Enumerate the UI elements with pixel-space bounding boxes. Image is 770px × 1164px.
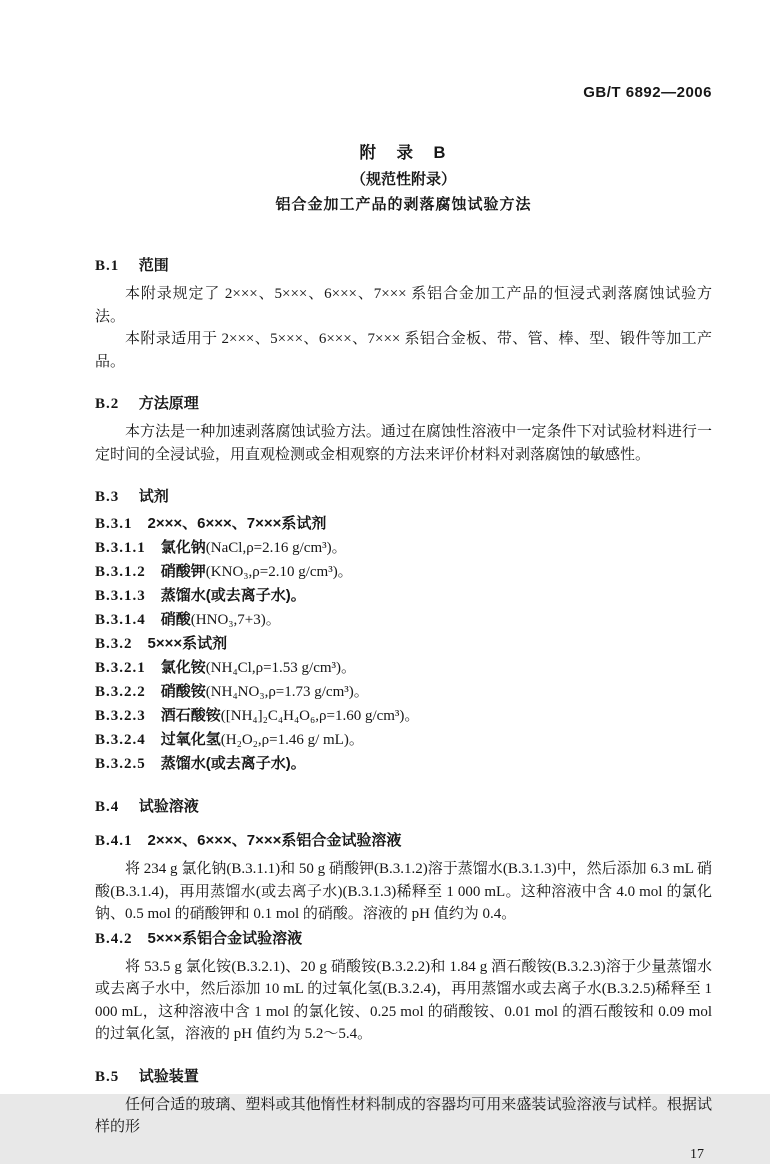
reagent-term: 氯化铵: [160, 659, 206, 676]
reagent-term: 氯化钠: [160, 539, 206, 556]
clause-number: B.3.1: [95, 516, 133, 532]
appendix-title: 附 录 B: [359, 144, 448, 162]
clause-title: 试验装置: [138, 1067, 199, 1085]
section-b4-1-paragraph: 将 234 g 氯化钠(B.3.1.1)和 50 g 硝酸钾(B.3.1.2)溶于蒸馏水(B.3.1.3)中，然后添加 6.3 mL 硝酸(B.3.1.4)，再用蒸馏水(或去离子水)(B.3.1.3)稀释至 1 000 mL。这种溶液中含 4.0 mol 的氯化钠、0.5 mol 的硝酸钾和 0.1 mol 的硝酸。溶液的 pH 值约为 0.4。: [95, 861, 712, 922]
clause-number: B.4.1: [95, 833, 133, 849]
section-b1-paragraph-2: 本附录适用于 2×××、5×××、6×××、7××× 系铝合金板、带、管、棒、型、锻件等加工产品。: [95, 331, 712, 370]
clause-number: B.3.1.3: [95, 588, 146, 604]
appendix-name: 铝合金加工产品的剥落腐蚀试验方法: [275, 196, 532, 213]
doc-number: GB/T 6892—2006: [583, 84, 712, 101]
clause-title: 范围: [138, 257, 169, 274]
reagent-item: [95, 536, 712, 560]
section-b4-1-heading: [95, 830, 712, 852]
reagent-formula: ([NH₄]₂C₄H₄O₆,ρ=1.60 g/cm³)。: [220, 708, 420, 724]
reagent-item: [95, 728, 712, 752]
reagent-term: 2×××、6×××、7×××系试剂: [147, 515, 327, 532]
clause-number: B.1: [95, 258, 120, 274]
clause-number: B.4.2: [95, 930, 133, 947]
clause-title: 试剂: [138, 488, 169, 505]
clause-title: 方法原理: [138, 395, 199, 412]
clause-number: B.3.2.5: [95, 756, 146, 772]
clause-number: B.3.1.1: [95, 540, 146, 556]
section-b1-paragraph-1: 本附录规定了 2×××、5×××、6×××、7××× 系铝合金加工产品的恒浸式剥落腐蚀试验方法。: [95, 286, 712, 325]
clause-number: B.3.1.4: [95, 612, 146, 628]
reagent-term: 蒸馏水(或去离子水)。: [160, 587, 306, 604]
clause-number: B.3.1.2: [95, 564, 146, 580]
reagent-item: [95, 752, 712, 776]
clause-number: B.3: [95, 489, 120, 505]
appendix-title-block: [95, 142, 712, 215]
clause-title: 2×××、6×××、7×××系铝合金试验溶液: [147, 832, 402, 849]
section-b4-heading: [95, 796, 712, 818]
reagent-term: 酒石酸铵: [160, 707, 221, 724]
section-b3-heading: [95, 486, 712, 508]
clause-title: 试验溶液: [138, 798, 199, 815]
clause-number: B.5: [95, 1068, 120, 1085]
clause-number: B.3.2.3: [95, 708, 146, 724]
reagent-item: [95, 656, 712, 680]
page-number: 17: [690, 1146, 704, 1162]
section-b4-2-heading: [95, 928, 712, 950]
reagent-term: 蒸馏水(或去离子水)。: [160, 755, 306, 772]
clause-number: B.3.2: [95, 636, 133, 652]
section-b1-heading: [95, 255, 712, 277]
clause-number: B.2: [95, 396, 120, 412]
reagent-item: [95, 704, 712, 728]
section-b5-heading: [95, 1066, 712, 1088]
reagent-item: [95, 608, 712, 632]
reagent-term: 硝酸钾: [160, 563, 206, 580]
section-b2-paragraph-1: 本方法是一种加速剥落腐蚀试验方法。通过在腐蚀性溶液中一定条件下对试验材料进行一定时间的全浸试验，用直观检测或金相观察的方法来评价材料对剥落腐蚀的敏感性。: [95, 424, 712, 463]
clause-number: B.3.2.4: [95, 732, 146, 748]
reagent-item: [95, 680, 712, 704]
reagent-item: [95, 632, 712, 656]
reagent-item: [95, 584, 712, 608]
reagent-formula: (KNO₃,ρ=2.10 g/cm³)。: [205, 564, 353, 580]
reagent-item: [95, 560, 712, 584]
reagent-formula: (H₂O₂,ρ=1.46 g/ mL)。: [220, 732, 364, 748]
clause-number: B.4: [95, 799, 120, 815]
appendix-subtitle: （规范性附录）: [350, 171, 456, 188]
reagent-list: [95, 512, 712, 776]
reagent-formula: (NH₄Cl,ρ=1.53 g/cm³)。: [205, 660, 357, 676]
section-b2-heading: [95, 393, 712, 415]
reagent-term: 硝酸: [160, 611, 191, 628]
reagent-formula: (HNO₃,7+3)。: [190, 612, 281, 628]
reagent-item: [95, 512, 712, 536]
reagent-term: 硝酸铵: [160, 683, 206, 700]
section-b5-paragraph: 任何合适的玻璃、塑料或其他惰性材料制成的容器均可用来盛装试验溶液与试样。根据试样的形: [95, 1096, 712, 1135]
reagent-formula: (NH₄NO₃,ρ=1.73 g/cm³)。: [205, 684, 369, 700]
reagent-formula: (NaCl,ρ=2.16 g/cm³)。: [205, 540, 347, 556]
reagent-term: 5×××系试剂: [147, 635, 228, 652]
clause-number: B.3.2.1: [95, 660, 146, 676]
clause-number: B.3.2.2: [95, 684, 146, 700]
section-b4-2-paragraph: 将 53.5 g 氯化铵(B.3.2.1)、20 g 硝酸铵(B.3.2.2)和 1.84 g 酒石酸铵(B.3.2.3)溶于少量蒸馏水或去离子水中，然后添加 10 mL 的过氧化氢(B.3.2.4)，再用蒸馏水或去离子水(B.3.2.5)稀释至 1 000 mL，这种溶液中含 1 mol 的氯化铵、0.25 mol 的硝酸铵、0.01 mol 的酒石酸铵和 0.09 mol 的过氧化氢，溶液的 pH 值约为 5.2～5.4。: [95, 958, 712, 1042]
reagent-term: 过氧化氢: [160, 731, 221, 748]
clause-title: 5×××系铝合金试验溶液: [147, 929, 303, 947]
